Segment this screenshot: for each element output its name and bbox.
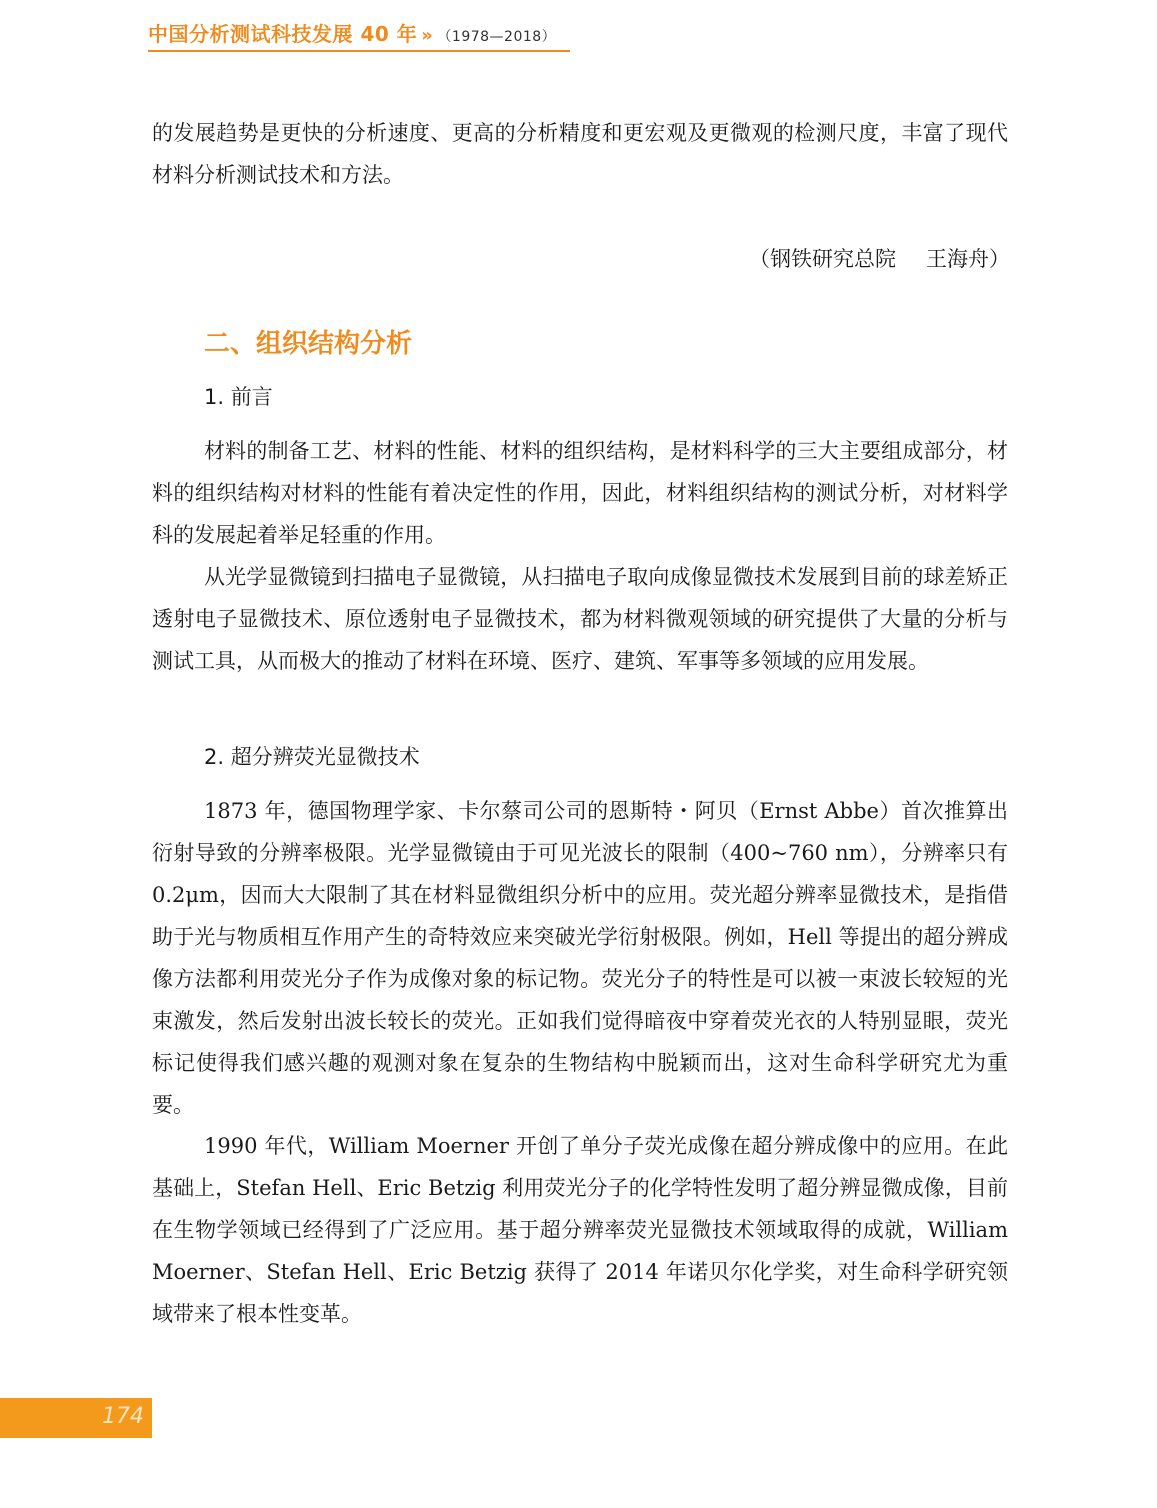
attribution-institution: （钢铁研究总院 bbox=[749, 247, 896, 271]
section-heading: 二、组织结构分析 bbox=[204, 329, 413, 359]
page-number: 174 bbox=[102, 1404, 144, 1429]
preface-paragraph-1: 材料的制备工艺、材料的性能、材料的组织结构，是材料科学的三大主要组成部分，材料的组织结构对材料的性能有着决定性的作用，因此，材料组织结构的测试分析，对材料学科的发展起着举足轻重的作用。 bbox=[152, 439, 1008, 547]
book-title: 中国分析测试科技发展 40 年 bbox=[148, 22, 418, 46]
year-range: （1978—2018） bbox=[437, 29, 557, 45]
intro-paragraph: 的发展趋势是更快的分析速度、更高的分析精度和更宏观及更微观的检测尺度，丰富了现代材料分析测试技术和方法。 bbox=[152, 121, 1008, 187]
header-rule bbox=[148, 50, 570, 52]
attribution-author: 王海舟） bbox=[926, 247, 1010, 271]
super-resolution-paragraph-2: 1990 年代，William Moerner 开创了单分子荧光成像在超分辨成像中的应用。在此基础上，Stefan Hell、Eric Betzig 利用荧光分子的化学特性发明了超分辨显微成像，目前在生物学领域已经得到了广泛应用。基于超分辨率荧光显微技术领域取得的成就，William Moerner、Stefan Hell、Eric Betzig 获得了 2014 年诺贝尔化学奖，对生命科学研究领域带来了根本性变革。 bbox=[152, 1134, 1008, 1326]
running-header bbox=[148, 18, 556, 47]
preface-paragraph-2: 从光学显微镜到扫描电子显微镜，从扫描电子取向成像显微技术发展到目前的球差矫正透射电子显微技术、原位透射电子显微技术，都为材料微观领域的研究提供了大量的分析与测试工具，从而极大的推动了材料在环境、医疗、建筑、军事等多领域的应用发展。 bbox=[152, 565, 1008, 673]
page-number-tab bbox=[0, 1398, 152, 1438]
attribution bbox=[700, 238, 1010, 280]
subsection-title-preface: 1. 前言 bbox=[204, 385, 273, 409]
chevron-right-icon: » bbox=[421, 25, 434, 46]
subsection-title-super-resolution: 2. 超分辨荧光显微技术 bbox=[204, 745, 420, 769]
super-resolution-paragraph-1: 1873 年，德国物理学家、卡尔蔡司公司的恩斯特・阿贝（Ernst Abbe）首次推算出衍射导致的分辨率极限。光学显微镜由于可见光波长的限制（400~760 nm），分辨率只有 0.2μm，因而大大限制了其在材料显微组织分析中的应用。荧光超分辨率显微技术，是指借助于光与物质相互作用产生的奇特效应来突破光学衍射极限。例如，Hell 等提出的超分辨成像方法都利用荧光分子作为成像对象的标记物。荧光分子的特性是可以被一束波长较短的光束激发，然后发射出波长较长的荧光。正如我们觉得暗夜中穿着荧光衣的人特别显眼，荧光标记使得我们感兴趣的观测对象在复杂的生物结构中脱颖而出，这对生命科学研究尤为重要。 bbox=[152, 799, 1008, 1117]
